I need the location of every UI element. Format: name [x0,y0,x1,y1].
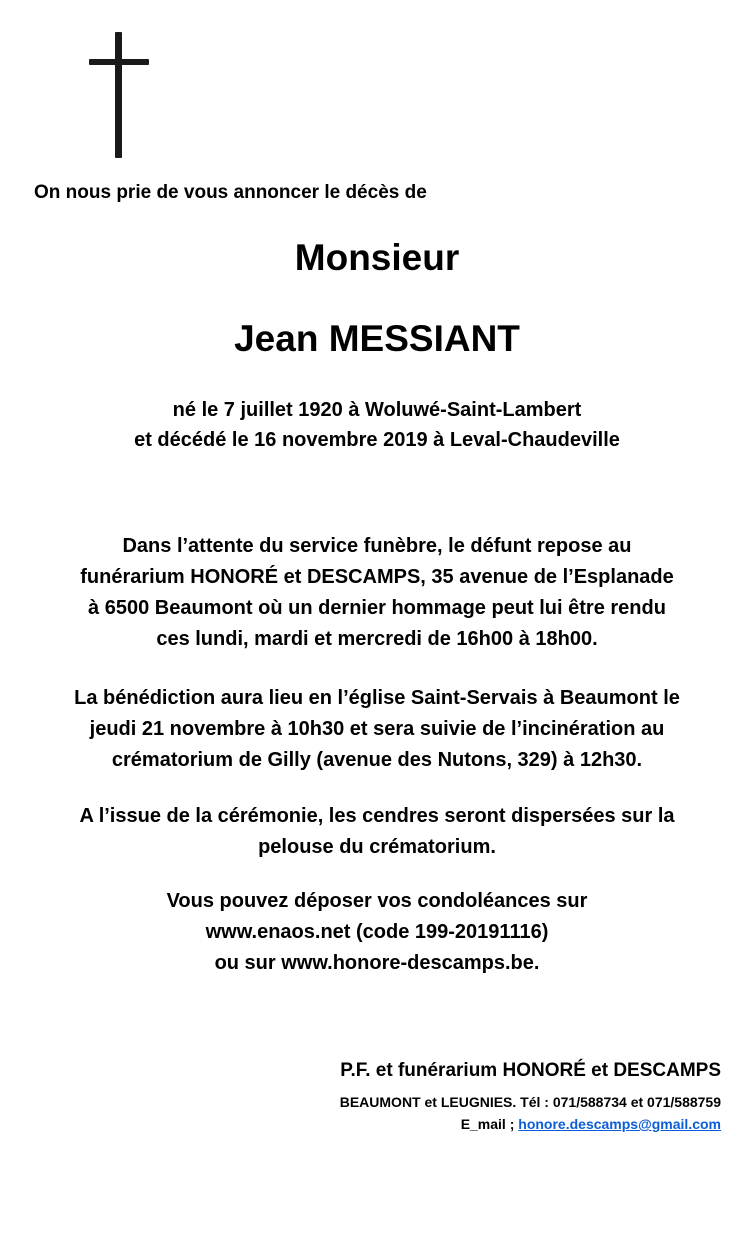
email-label: E_mail ; [460,1116,515,1132]
repose-line: à 6500 Beaumont où un dernier hommage peut lui être rendu [88,597,666,619]
deceased-name: Jean MESSIANT [234,318,520,359]
email-link[interactable]: honore.descamps@gmail.com [518,1116,721,1132]
footer-company: P.F. et funérarium HONORÉ et DESCAMPS [340,1060,721,1081]
repose-paragraph [0,531,754,655]
birth-death-dates [0,395,754,455]
repose-line: funérarium HONORÉ et DESCAMPS, 35 avenue de l’Esplanade [80,566,674,588]
intro-text: On nous prie de vous annoncer le décès de [34,182,427,203]
birth-line: né le 7 juillet 1920 à Woluwé-Saint-Lambert [172,399,582,421]
footer-email-row [461,1116,721,1132]
cross-icon [89,32,149,158]
condolences-paragraph [0,886,754,979]
death-line: et décédé le 16 novembre 2019 à Leval-Chaudeville [134,429,620,451]
title-monsieur: Monsieur [294,237,460,278]
footer-contact: BEAUMONT et LEUGNIES. Tél : 071/588734 et 071/588759 [339,1094,721,1110]
ashes-paragraph [0,801,754,863]
ceremony-line: crématorium de Gilly (avenue des Nutons, 329) à 12h30. [111,749,643,771]
repose-line: Dans l’attente du service funèbre, le défunt repose au [122,535,632,557]
ceremony-paragraph [0,683,754,776]
condolences-line: Vous pouvez déposer vos condoléances sur [166,890,588,912]
cross-vertical-bar [115,32,122,158]
ashes-line: pelouse du crématorium. [258,836,496,858]
condolences-line: www.enaos.net (code 199-20191116) [205,921,549,943]
cross-horizontal-bar [89,59,149,65]
ashes-line: A l’issue de la cérémonie, les cendres seront dispersées sur la [79,805,675,827]
repose-line: ces lundi, mardi et mercredi de 16h00 à 18h00. [156,628,598,650]
ceremony-line: jeudi 21 novembre à 10h30 et sera suivie de l’incinération au [89,718,665,740]
ceremony-line: La bénédiction aura lieu en l’église Saint-Servais à Beaumont le [74,687,680,709]
condolences-line: ou sur www.honore-descamps.be. [214,952,540,974]
